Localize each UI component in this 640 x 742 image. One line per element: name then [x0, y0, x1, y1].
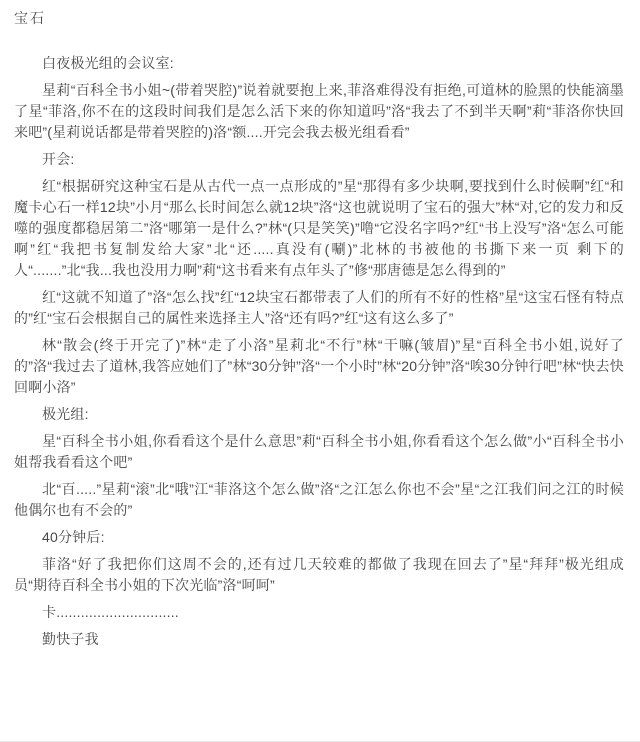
paragraph-farewell: 菲洛“好了我把你们这周不会的,还有过几天较难的都做了我现在回去了”星“拜拜”极光组成员“期待百科全书小姐的下次光临”洛“呵呵” [14, 556, 624, 593]
paragraph-cut-line: 卡.............................. [42, 604, 179, 620]
scene-heading-40-min-later: 40分钟后: [42, 529, 105, 545]
paragraph-gem-attributes: 红“这就不知道了”洛“怎么找”红“12块宝石都带表了人们的所有不好的性格”星“这宝石怪有特点的”红“宝石会根据自己的属性来选择主人”洛“还有吗?”红“这有这么多了” [14, 289, 624, 326]
paragraph-opening-scene: 星莉“百科全书小姐~(带着哭腔)”说着就要抱上来,菲洛难得没有拒绝,可道林的脸黑的快能滴墨了星“菲洛,你不在的这段时间我们是怎么活下来的你知道吗”洛“我去了不到半天啊”莉“菲洛你快回来吧”(星莉说话都是带着哭腔的)洛“额....开完会我去极光组看看” [14, 82, 624, 140]
paragraph-homework-help: 北“百.....”星莉“滚”北“哦”江“菲洛这个怎么做”洛“之江怎么你也不会”星“之江我们问之江的时候他偶尔也有不会的” [14, 481, 624, 518]
paragraph-meeting-end: 林“散会(终于开完了)”林“走了小洛”星莉北“不行”林“干嘛(皱眉)”星“百科全书小姐,说好了的”洛“我过去了道林,我答应她们了”林“30分钟”洛“一个小时”林“20分钟”洛“唉30分钟行吧”林“快去快回啊小洛” [14, 337, 624, 395]
scene-heading-meeting: 开会: [42, 151, 75, 167]
paragraph-gem-research: 红“根据研究这种宝石是从古代一点一点形成的”星“那得有多少块啊,要找到什么时候啊”红“和魔卡心石一样12块”小月“那么长时间怎么就12块”洛“这也就说明了宝石的强大”林“对,它的发力和反噬的强度都稳居第二”洛“哪第一是什么?”林“(只是笑笑)”噜“它没名字吗?”红“书上没写”洛“怎么可能啊”红“我把书复制发给大家”北“还.....真没有(唰)”北林的书被他的书撕下来一页 剩下的人“.......”北“我...我也没用力啊”莉“这书看来有点年头了”修“那唐德是怎么得到的” [14, 178, 624, 278]
paragraph-asking-help: 星“百科全书小姐,你看看这个是什么意思”莉“百科全书小姐,你看看这个怎么做”小“百科全书小姐帮我看看这个吧” [14, 433, 624, 470]
scene-heading-aurora-group: 极光组: [42, 406, 89, 422]
paragraph-closing-note: 勤快子我 [42, 631, 99, 647]
scene-heading-meeting-room: 白夜极光组的会议室: [42, 55, 174, 71]
doc-title: 宝石 [14, 10, 46, 26]
